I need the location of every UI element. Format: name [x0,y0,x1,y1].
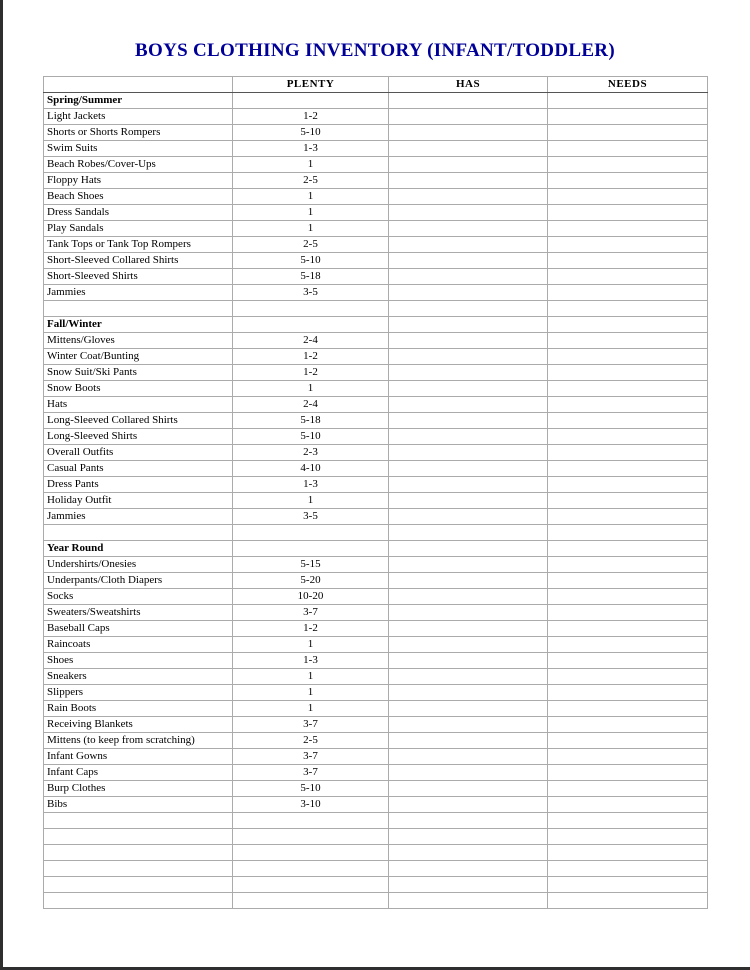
plenty-value: 2-4 [233,397,389,413]
needs-cell [548,109,708,125]
has-cell [389,141,548,157]
item-label: Play Sandals [44,221,233,237]
item-row [44,125,708,141]
needs-cell [548,685,708,701]
item-label [44,813,233,829]
item-row [44,157,708,173]
item-row [44,365,708,381]
item-label: Slippers [44,685,233,701]
needs-cell [548,237,708,253]
has-cell [389,269,548,285]
plenty-value: 4-10 [233,461,389,477]
plenty-value: 1-2 [233,349,389,365]
has-cell [389,621,548,637]
needs-cell [548,861,708,877]
has-cell [389,93,548,109]
column-header-item [44,77,233,93]
has-cell [389,365,548,381]
section-row [44,541,708,557]
item-row [44,285,708,301]
page-title: BOYS CLOTHING INVENTORY (INFANT/TODDLER) [135,40,615,61]
plenty-value: 1 [233,189,389,205]
item-label: Snow Boots [44,381,233,397]
has-cell [389,109,548,125]
item-row [44,445,708,461]
item-row [44,189,708,205]
needs-cell [548,701,708,717]
has-cell [389,557,548,573]
item-row [44,717,708,733]
plenty-value: 5-10 [233,125,389,141]
has-cell [389,685,548,701]
needs-cell [548,221,708,237]
item-label: Shorts or Shorts Rompers [44,125,233,141]
inventory-table-body [44,93,708,909]
item-row [44,685,708,701]
needs-cell [548,797,708,813]
item-row [44,765,708,781]
item-row [44,733,708,749]
item-label [44,829,233,845]
has-cell [389,781,548,797]
plenty-value: 3-7 [233,605,389,621]
plenty-value [233,893,389,909]
plenty-value: 2-5 [233,733,389,749]
item-label: Light Jackets [44,109,233,125]
needs-cell [548,621,708,637]
needs-cell [548,541,708,557]
item-row [44,477,708,493]
item-label: Jammies [44,285,233,301]
plenty-value: 2-5 [233,173,389,189]
plenty-value [233,829,389,845]
item-row [44,397,708,413]
needs-cell [548,525,708,541]
plenty-value [233,317,389,333]
needs-cell [548,829,708,845]
item-label: Baseball Caps [44,621,233,637]
item-row [44,429,708,445]
has-cell [389,765,548,781]
blank-row [44,877,708,893]
needs-cell [548,813,708,829]
item-label: Dress Pants [44,477,233,493]
item-row [44,269,708,285]
plenty-value: 10-20 [233,589,389,605]
plenty-value: 1 [233,381,389,397]
needs-cell [548,205,708,221]
has-cell [389,717,548,733]
has-cell [389,461,548,477]
needs-cell [548,189,708,205]
needs-cell [548,397,708,413]
item-label: Infant Caps [44,765,233,781]
blank-row [44,861,708,877]
item-row [44,173,708,189]
item-row [44,749,708,765]
item-label: Socks [44,589,233,605]
has-cell [389,381,548,397]
has-cell [389,413,548,429]
item-row [44,221,708,237]
item-label: Raincoats [44,637,233,653]
item-label: Hats [44,397,233,413]
item-row [44,557,708,573]
has-cell [389,189,548,205]
plenty-value: 3-7 [233,749,389,765]
needs-cell [548,413,708,429]
section-label: Year Round [44,541,233,557]
needs-cell [548,317,708,333]
has-cell [389,573,548,589]
has-cell [389,605,548,621]
plenty-value [233,861,389,877]
item-label: Infant Gowns [44,749,233,765]
item-label: Mittens (to keep from scratching) [44,733,233,749]
item-label: Casual Pants [44,461,233,477]
item-row [44,653,708,669]
item-label: Holiday Outfit [44,493,233,509]
item-row [44,589,708,605]
item-label: Long-Sleeved Shirts [44,429,233,445]
item-row [44,797,708,813]
column-header-plenty: PLENTY [233,77,389,93]
needs-cell [548,845,708,861]
item-row [44,109,708,125]
plenty-value: 3-7 [233,717,389,733]
needs-cell [548,493,708,509]
plenty-value: 1-2 [233,365,389,381]
column-header-has: HAS [389,77,548,93]
needs-cell [548,717,708,733]
needs-cell [548,429,708,445]
item-label: Sweaters/Sweatshirts [44,605,233,621]
needs-cell [548,669,708,685]
blank-row [44,301,708,317]
item-label: Shoes [44,653,233,669]
item-label: Receiving Blankets [44,717,233,733]
needs-cell [548,573,708,589]
needs-cell [548,333,708,349]
item-label: Snow Suit/Ski Pants [44,365,233,381]
has-cell [389,893,548,909]
plenty-value: 1-2 [233,109,389,125]
item-row [44,701,708,717]
blank-row [44,813,708,829]
has-cell [389,733,548,749]
plenty-value: 1 [233,221,389,237]
plenty-value: 1-3 [233,653,389,669]
item-row [44,205,708,221]
item-row [44,669,708,685]
has-cell [389,797,548,813]
plenty-value: 1 [233,205,389,221]
has-cell [389,813,548,829]
column-header-needs: NEEDS [548,77,708,93]
plenty-value [233,301,389,317]
needs-cell [548,605,708,621]
has-cell [389,173,548,189]
needs-cell [548,301,708,317]
needs-cell [548,781,708,797]
has-cell [389,477,548,493]
item-row [44,509,708,525]
plenty-value: 1-3 [233,477,389,493]
has-cell [389,237,548,253]
item-label: Beach Shoes [44,189,233,205]
item-row [44,605,708,621]
item-label [44,893,233,909]
needs-cell [548,285,708,301]
needs-cell [548,141,708,157]
has-cell [389,349,548,365]
needs-cell [548,365,708,381]
plenty-value: 1 [233,493,389,509]
has-cell [389,589,548,605]
needs-cell [548,93,708,109]
has-cell [389,637,548,653]
item-label: Tank Tops or Tank Top Rompers [44,237,233,253]
needs-cell [548,877,708,893]
needs-cell [548,893,708,909]
needs-cell [548,637,708,653]
item-row [44,237,708,253]
item-label: Long-Sleeved Collared Shirts [44,413,233,429]
has-cell [389,669,548,685]
needs-cell [548,749,708,765]
item-row [44,349,708,365]
blank-row [44,525,708,541]
plenty-value: 5-18 [233,269,389,285]
has-cell [389,877,548,893]
item-row [44,493,708,509]
item-row [44,141,708,157]
inventory-table [43,76,708,909]
plenty-value: 1 [233,685,389,701]
needs-cell [548,349,708,365]
has-cell [389,525,548,541]
has-cell [389,429,548,445]
needs-cell [548,445,708,461]
item-label: Short-Sleeved Collared Shirts [44,253,233,269]
needs-cell [548,173,708,189]
needs-cell [548,733,708,749]
item-row [44,413,708,429]
plenty-value: 2-5 [233,237,389,253]
plenty-value [233,525,389,541]
needs-cell [548,125,708,141]
item-row [44,333,708,349]
item-label: Short-Sleeved Shirts [44,269,233,285]
plenty-value: 1 [233,669,389,685]
blank-row [44,893,708,909]
has-cell [389,333,548,349]
item-label: Swim Suits [44,141,233,157]
has-cell [389,493,548,509]
plenty-value: 1-3 [233,141,389,157]
has-cell [389,397,548,413]
has-cell [389,541,548,557]
item-label [44,845,233,861]
item-row [44,461,708,477]
plenty-value: 5-10 [233,781,389,797]
has-cell [389,285,548,301]
plenty-value [233,813,389,829]
item-label [44,525,233,541]
has-cell [389,205,548,221]
plenty-value: 1-2 [233,621,389,637]
item-label: Rain Boots [44,701,233,717]
blank-row [44,845,708,861]
plenty-value [233,93,389,109]
item-row [44,621,708,637]
plenty-value: 1 [233,157,389,173]
item-label: Sneakers [44,669,233,685]
has-cell [389,253,548,269]
item-row [44,781,708,797]
has-cell [389,861,548,877]
has-cell [389,157,548,173]
section-label: Fall/Winter [44,317,233,333]
has-cell [389,845,548,861]
item-label: Mittens/Gloves [44,333,233,349]
plenty-value: 3-7 [233,765,389,781]
plenty-value: 5-15 [233,557,389,573]
has-cell [389,701,548,717]
item-label: Dress Sandals [44,205,233,221]
blank-row [44,829,708,845]
needs-cell [548,589,708,605]
item-label [44,301,233,317]
plenty-value: 2-4 [233,333,389,349]
item-label [44,877,233,893]
item-label: Overall Outfits [44,445,233,461]
needs-cell [548,157,708,173]
needs-cell [548,461,708,477]
section-row [44,93,708,109]
plenty-value [233,877,389,893]
item-row [44,253,708,269]
plenty-value: 5-18 [233,413,389,429]
has-cell [389,749,548,765]
plenty-value: 3-5 [233,285,389,301]
needs-cell [548,381,708,397]
item-row [44,381,708,397]
needs-cell [548,653,708,669]
has-cell [389,317,548,333]
plenty-value: 3-10 [233,797,389,813]
item-label: Jammies [44,509,233,525]
plenty-value [233,541,389,557]
needs-cell [548,509,708,525]
has-cell [389,301,548,317]
has-cell [389,221,548,237]
needs-cell [548,557,708,573]
needs-cell [548,253,708,269]
needs-cell [548,765,708,781]
plenty-value: 1 [233,637,389,653]
item-row [44,637,708,653]
section-row [44,317,708,333]
plenty-value: 3-5 [233,509,389,525]
item-label: Winter Coat/Bunting [44,349,233,365]
has-cell [389,445,548,461]
item-label: Bibs [44,797,233,813]
item-label: Underpants/Cloth Diapers [44,573,233,589]
item-label: Burp Clothes [44,781,233,797]
plenty-value: 2-3 [233,445,389,461]
needs-cell [548,477,708,493]
plenty-value: 5-10 [233,253,389,269]
table-header-row [44,77,708,93]
item-row [44,573,708,589]
item-label [44,861,233,877]
has-cell [389,125,548,141]
plenty-value: 1 [233,701,389,717]
item-label: Undershirts/Onesies [44,557,233,573]
plenty-value [233,845,389,861]
needs-cell [548,269,708,285]
item-label: Beach Robes/Cover-Ups [44,157,233,173]
has-cell [389,653,548,669]
has-cell [389,509,548,525]
has-cell [389,829,548,845]
section-label: Spring/Summer [44,93,233,109]
plenty-value: 5-10 [233,429,389,445]
item-label: Floppy Hats [44,173,233,189]
plenty-value: 5-20 [233,573,389,589]
scan-edge-left [0,0,3,970]
